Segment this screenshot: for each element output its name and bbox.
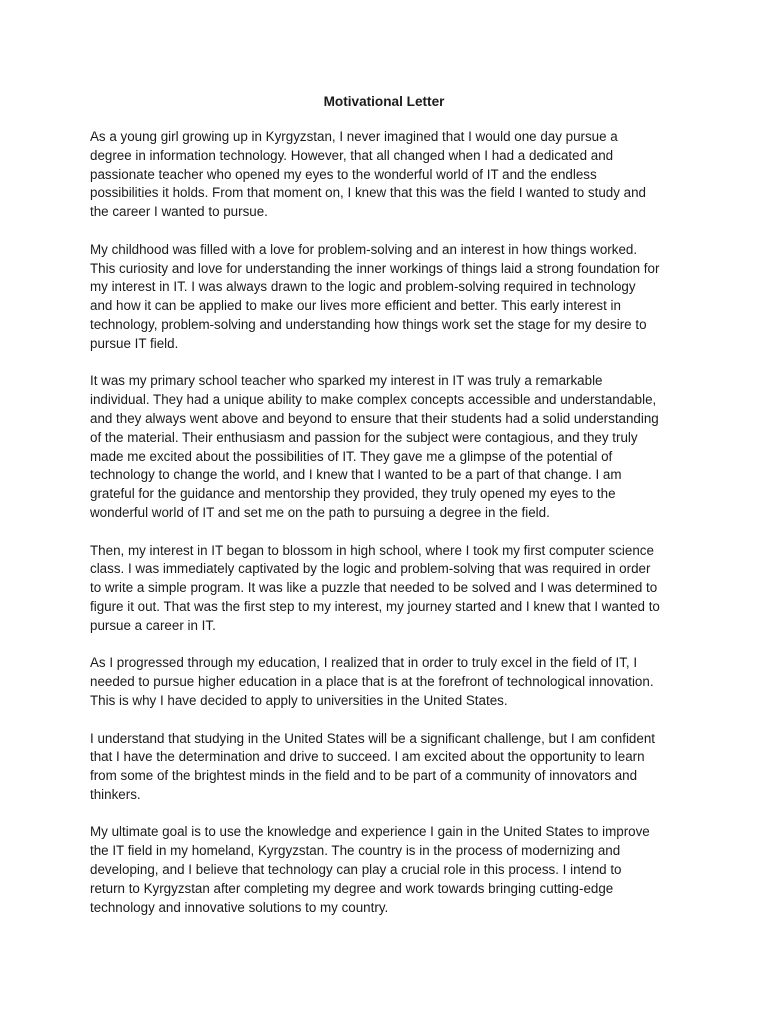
paragraph-3: It was my primary school teacher who sparked my interest in IT was truly a remarkable individual. They had a unique ability to make complex concepts accessible and understandable, and they always went above and beyond to ensure that their students had a solid understanding of the material. Their enthusiasm and passion for the subject were contagious, and they truly made me excited about the possibilities of IT. They gave me a glimpse of the potential of technology to change the world, and I knew that I wanted to be a part of that change. I am grateful for the guidance and mentorship they provided, they truly opened my eyes to the wonderful world of IT and set me on the path to pursuing a degree in the field. [90,373,659,520]
paragraph-6: I understand that studying in the United States will be a significant challenge, but I am confident that I have the determination and drive to succeed. I am excited about the opportunity to learn from some of the brightest minds in the field and to be part of a community of innovators and thinkers. [90,730,655,802]
page-title: Motivational Letter [323,94,445,109]
paragraph-4: Then, my interest in IT began to blossom in high school, where I took my first computer science class. I was immediately captivated by the logic and problem-solving that was required in order to write a simple program. It was like a puzzle that needed to be solved and I was determined to figure it out. That was the first step to my interest, my journey started and I knew that I wanted to pursue a career in IT. [90,542,660,633]
paragraph-7: My ultimate goal is to use the knowledge and experience I gain in the United States to improve the IT field in my homeland, Kyrgyzstan. The country is in the process of modernizing and developing, and I believe that technology can play a crucial role in this process. I intend to return to Kyrgyzstan after completing my degree and work towards bringing cutting-edge technology and innovative solutions to my country. [90,824,650,915]
paragraph-5: As I progressed through my education, I realized that in order to truly excel in the field of IT, I needed to pursue higher education in a place that is at the forefront of technological innovation. This is why I have decided to apply to universities in the United States. [90,655,654,708]
letter-body [90,128,690,936]
paragraph-2: My childhood was filled with a love for problem-solving and an interest in how things worked. This curiosity and love for understanding the inner workings of things laid a strong foundation for my interest in IT. I was always drawn to the logic and problem-solving required in technology and how it can be applied to make our lives more efficient and better. This early interest in technology, problem-solving and understanding how things work set the stage for my desire to pursue IT field. [90,241,660,351]
paragraph-1: As a young girl growing up in Kyrgyzstan, I never imagined that I would one day pursue a degree in information technology. However, that all changed when I had a dedicated and passionate teacher who opened my eyes to the wonderful world of IT and the endless possibilities it holds. From that moment on, I knew that this was the field I wanted to study and the career I wanted to pursue. [90,129,646,220]
